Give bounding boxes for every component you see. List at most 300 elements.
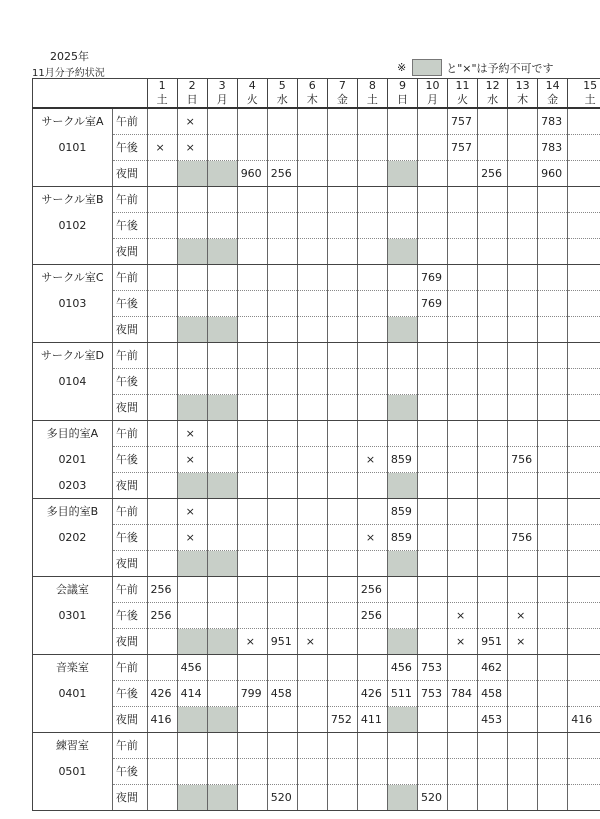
- slot-cell: [237, 135, 267, 161]
- slot-cell: [207, 161, 237, 187]
- day-number: 9: [387, 79, 417, 94]
- slot-cell: 416: [147, 707, 177, 733]
- slot-cell: [357, 551, 387, 577]
- slot-cell: [297, 369, 327, 395]
- slot-cell: [267, 213, 297, 239]
- day-number: 12: [478, 79, 508, 94]
- slot-cell: [568, 317, 600, 343]
- period-label: 午後: [112, 603, 147, 629]
- slot-cell: [387, 551, 417, 577]
- slot-cell: [267, 265, 297, 291]
- slot-cell: [387, 603, 417, 629]
- slot-cell: [297, 603, 327, 629]
- slot-cell: [207, 577, 237, 603]
- slot-cell: [478, 108, 508, 135]
- slot-cell: [207, 343, 237, 369]
- period-label: 午前: [112, 421, 147, 447]
- slot-cell: ×: [357, 525, 387, 551]
- slot-cell: [177, 291, 207, 317]
- weekday: 金: [538, 93, 568, 108]
- table-row: [33, 187, 600, 213]
- slot-cell: [568, 447, 600, 473]
- slot-cell: [508, 239, 538, 265]
- slot-cell: [237, 551, 267, 577]
- slot-cell: [357, 369, 387, 395]
- slot-cell: [538, 473, 568, 499]
- slot-cell: [417, 759, 447, 785]
- slot-cell: [478, 551, 508, 577]
- day-number: 11: [448, 79, 478, 94]
- slot-cell: [417, 525, 447, 551]
- slot-cell: ×: [237, 629, 267, 655]
- slot-cell: [177, 343, 207, 369]
- period-label: 夜間: [112, 317, 147, 343]
- slot-cell: [417, 239, 447, 265]
- slot-cell: ×: [448, 629, 478, 655]
- slot-cell: [568, 681, 600, 707]
- period-label: 午後: [112, 213, 147, 239]
- slot-cell: [237, 239, 267, 265]
- slot-cell: [478, 733, 508, 759]
- slot-cell: [387, 369, 417, 395]
- slot-cell: [297, 213, 327, 239]
- room-code: 0102: [58, 218, 87, 232]
- room-name: サークル室D: [40, 349, 104, 362]
- slot-cell: [387, 239, 417, 265]
- room-cell: [33, 317, 113, 343]
- day-number: 6: [297, 79, 327, 94]
- slot-cell: [448, 577, 478, 603]
- slot-cell: [297, 525, 327, 551]
- slot-cell: [448, 395, 478, 421]
- slot-cell: [568, 135, 600, 161]
- slot-cell: [538, 733, 568, 759]
- room-cell: [33, 577, 113, 603]
- slot-cell: [417, 447, 447, 473]
- slot-cell: [267, 135, 297, 161]
- slot-cell: [297, 421, 327, 447]
- slot-cell: [357, 135, 387, 161]
- slot-cell: ×: [297, 629, 327, 655]
- slot-cell: [508, 135, 538, 161]
- period-label: 夜間: [112, 239, 147, 265]
- room-name: 多目的室A: [46, 427, 99, 440]
- slot-cell: [297, 655, 327, 681]
- slot-cell: 752: [327, 707, 357, 733]
- slot-cell: [207, 395, 237, 421]
- slot-cell: [508, 187, 538, 213]
- slot-cell: ×: [177, 108, 207, 135]
- room-cell: [33, 135, 113, 161]
- weekday: 土: [147, 93, 177, 108]
- slot-cell: [387, 395, 417, 421]
- slot-cell: [147, 369, 177, 395]
- slot-cell: 756: [508, 525, 538, 551]
- slot-cell: [478, 473, 508, 499]
- slot-cell: [448, 291, 478, 317]
- slot-cell: [147, 291, 177, 317]
- slot-cell: [538, 369, 568, 395]
- slot-cell: [568, 577, 600, 603]
- slot-cell: [568, 551, 600, 577]
- period-label: 午前: [112, 108, 147, 135]
- slot-cell: 511: [387, 681, 417, 707]
- slot-cell: [417, 135, 447, 161]
- slot-cell: [207, 499, 237, 525]
- slot-cell: [568, 785, 600, 811]
- room-name: 練習室: [55, 739, 89, 752]
- slot-cell: [538, 343, 568, 369]
- table-row: [33, 785, 600, 811]
- slot-cell: 453: [478, 707, 508, 733]
- slot-cell: [448, 499, 478, 525]
- slot-cell: 799: [237, 681, 267, 707]
- slot-cell: 456: [177, 655, 207, 681]
- slot-cell: [357, 395, 387, 421]
- slot-cell: [177, 187, 207, 213]
- slot-cell: 769: [417, 265, 447, 291]
- slot-cell: 520: [267, 785, 297, 811]
- period-label: 午後: [112, 759, 147, 785]
- slot-cell: 256: [357, 577, 387, 603]
- slot-cell: [267, 525, 297, 551]
- slot-cell: [387, 759, 417, 785]
- slot-cell: [568, 473, 600, 499]
- slot-cell: [267, 707, 297, 733]
- slot-cell: [568, 213, 600, 239]
- slot-cell: [538, 265, 568, 291]
- slot-cell: [267, 291, 297, 317]
- slot-cell: [267, 551, 297, 577]
- slot-cell: [177, 239, 207, 265]
- slot-cell: [297, 759, 327, 785]
- period-label: 午前: [112, 265, 147, 291]
- slot-cell: [448, 343, 478, 369]
- slot-cell: [508, 681, 538, 707]
- slot-cell: [478, 135, 508, 161]
- slot-cell: [568, 525, 600, 551]
- slot-cell: [237, 187, 267, 213]
- slot-cell: [357, 759, 387, 785]
- slot-cell: [538, 551, 568, 577]
- room-cell: [33, 291, 113, 317]
- slot-cell: [237, 265, 267, 291]
- period-label: 午後: [112, 291, 147, 317]
- slot-cell: [267, 473, 297, 499]
- room-cell: [33, 447, 113, 473]
- slot-cell: [538, 759, 568, 785]
- slot-cell: [207, 707, 237, 733]
- slot-cell: [237, 421, 267, 447]
- slot-cell: [177, 161, 207, 187]
- room-code: 0202: [58, 530, 87, 544]
- slot-cell: 757: [448, 108, 478, 135]
- slot-cell: ×: [177, 421, 207, 447]
- slot-cell: [568, 108, 600, 135]
- slot-cell: [478, 317, 508, 343]
- slot-cell: [147, 395, 177, 421]
- slot-cell: ×: [177, 447, 207, 473]
- slot-cell: 256: [267, 161, 297, 187]
- header-year: 2025年: [50, 50, 89, 63]
- slot-cell: [478, 239, 508, 265]
- slot-cell: [147, 213, 177, 239]
- slot-cell: 256: [147, 603, 177, 629]
- slot-cell: [568, 239, 600, 265]
- slot-cell: [478, 369, 508, 395]
- slot-cell: [508, 473, 538, 499]
- slot-cell: [267, 343, 297, 369]
- slot-cell: [568, 369, 600, 395]
- slot-cell: ×: [177, 135, 207, 161]
- slot-cell: [387, 108, 417, 135]
- slot-cell: [327, 785, 357, 811]
- room-name: サークル室A: [41, 115, 104, 128]
- slot-cell: [478, 577, 508, 603]
- slot-cell: [508, 421, 538, 447]
- slot-cell: 456: [387, 655, 417, 681]
- day-number: 2: [177, 79, 207, 94]
- slot-cell: ×: [508, 603, 538, 629]
- slot-cell: [207, 239, 237, 265]
- slot-cell: [327, 239, 357, 265]
- slot-cell: [297, 187, 327, 213]
- slot-cell: [207, 213, 237, 239]
- room-cell: [33, 655, 113, 681]
- slot-cell: [267, 603, 297, 629]
- slot-cell: [267, 447, 297, 473]
- slot-cell: [538, 239, 568, 265]
- table-row: [33, 551, 600, 577]
- weekday: 火: [448, 93, 478, 108]
- slot-cell: [297, 265, 327, 291]
- slot-cell: [267, 733, 297, 759]
- slot-cell: [478, 759, 508, 785]
- table-row: [33, 603, 600, 629]
- slot-cell: [448, 551, 478, 577]
- weekday: 水: [267, 93, 297, 108]
- room-cell: [33, 603, 113, 629]
- slot-cell: [327, 343, 357, 369]
- slot-cell: [538, 785, 568, 811]
- period-label: 午前: [112, 577, 147, 603]
- slot-cell: [417, 343, 447, 369]
- slot-cell: [357, 421, 387, 447]
- slot-cell: [237, 291, 267, 317]
- slot-cell: [417, 551, 447, 577]
- slot-cell: [448, 733, 478, 759]
- room-cell: [33, 161, 113, 187]
- slot-cell: [387, 291, 417, 317]
- slot-cell: 757: [448, 135, 478, 161]
- reservation-table: [32, 78, 600, 811]
- slot-cell: [207, 551, 237, 577]
- slot-cell: [357, 291, 387, 317]
- legend-mark: ※: [397, 61, 407, 74]
- slot-cell: [177, 785, 207, 811]
- slot-cell: [327, 421, 357, 447]
- slot-cell: [357, 499, 387, 525]
- slot-cell: [478, 499, 508, 525]
- slot-cell: [508, 499, 538, 525]
- slot-cell: ×: [357, 447, 387, 473]
- slot-cell: [357, 161, 387, 187]
- slot-cell: [448, 785, 478, 811]
- slot-cell: [267, 239, 297, 265]
- slot-cell: 951: [478, 629, 508, 655]
- weekday: 日: [387, 93, 417, 108]
- slot-cell: [417, 187, 447, 213]
- slot-cell: [237, 447, 267, 473]
- slot-cell: [387, 629, 417, 655]
- slot-cell: [508, 551, 538, 577]
- slot-cell: [177, 369, 207, 395]
- room-cell: [33, 473, 113, 499]
- period-label: 午後: [112, 369, 147, 395]
- slot-cell: [267, 187, 297, 213]
- slot-cell: [538, 317, 568, 343]
- slot-cell: 256: [478, 161, 508, 187]
- slot-cell: [508, 733, 538, 759]
- slot-cell: [568, 733, 600, 759]
- slot-cell: [207, 785, 237, 811]
- slot-cell: [297, 317, 327, 343]
- room-cell: [33, 785, 113, 811]
- period-label: 午後: [112, 525, 147, 551]
- slot-cell: [327, 733, 357, 759]
- slot-cell: [508, 707, 538, 733]
- room-code: 0301: [58, 608, 87, 622]
- slot-cell: [297, 343, 327, 369]
- slot-cell: [207, 525, 237, 551]
- slot-cell: [297, 395, 327, 421]
- slot-cell: [387, 785, 417, 811]
- slot-cell: [568, 187, 600, 213]
- room-cell: [33, 343, 113, 369]
- table-row: [33, 707, 600, 733]
- room-code: 0501: [58, 764, 87, 778]
- slot-cell: [448, 239, 478, 265]
- slot-cell: ×: [177, 525, 207, 551]
- slot-cell: [207, 655, 237, 681]
- room-cell: [33, 733, 113, 759]
- slot-cell: [267, 655, 297, 681]
- slot-cell: [297, 577, 327, 603]
- slot-cell: [508, 369, 538, 395]
- slot-cell: [237, 369, 267, 395]
- slot-cell: [147, 655, 177, 681]
- slot-cell: [147, 343, 177, 369]
- table-row: [33, 655, 600, 681]
- slot-cell: [508, 161, 538, 187]
- table-row: [33, 759, 600, 785]
- slot-cell: ×: [177, 499, 207, 525]
- slot-cell: [177, 265, 207, 291]
- slot-cell: [357, 265, 387, 291]
- slot-cell: [538, 213, 568, 239]
- slot-cell: [327, 551, 357, 577]
- slot-cell: [327, 681, 357, 707]
- slot-cell: [357, 733, 387, 759]
- slot-cell: [237, 343, 267, 369]
- slot-cell: [538, 525, 568, 551]
- slot-cell: 960: [538, 161, 568, 187]
- slot-cell: [387, 187, 417, 213]
- slot-cell: [387, 317, 417, 343]
- room-cell: [33, 707, 113, 733]
- slot-cell: ×: [448, 603, 478, 629]
- slot-cell: 753: [417, 655, 447, 681]
- slot-cell: [147, 759, 177, 785]
- room-code: 0103: [58, 296, 87, 310]
- table-row: [33, 525, 600, 551]
- slot-cell: 414: [177, 681, 207, 707]
- slot-cell: [357, 655, 387, 681]
- slot-cell: [207, 759, 237, 785]
- header-title: 11月分予約状況: [32, 68, 105, 79]
- slot-cell: [357, 239, 387, 265]
- slot-cell: [267, 369, 297, 395]
- slot-cell: [417, 421, 447, 447]
- period-label: 午後: [112, 447, 147, 473]
- slot-cell: [538, 447, 568, 473]
- slot-cell: [568, 629, 600, 655]
- room-cell: [33, 629, 113, 655]
- slot-cell: 256: [147, 577, 177, 603]
- slot-cell: [207, 629, 237, 655]
- day-number: 13: [508, 79, 538, 94]
- weekday: 土: [568, 93, 600, 108]
- slot-cell: [147, 447, 177, 473]
- slot-cell: [207, 369, 237, 395]
- table-row: [33, 681, 600, 707]
- slot-cell: [297, 551, 327, 577]
- slot-cell: [327, 759, 357, 785]
- slot-cell: [237, 785, 267, 811]
- slot-cell: [538, 629, 568, 655]
- slot-cell: [448, 655, 478, 681]
- day-number: 14: [538, 79, 568, 94]
- slot-cell: [147, 733, 177, 759]
- slot-cell: [357, 187, 387, 213]
- slot-cell: [448, 369, 478, 395]
- slot-cell: [387, 733, 417, 759]
- slot-cell: [538, 499, 568, 525]
- slot-cell: [417, 369, 447, 395]
- slot-cell: [357, 785, 387, 811]
- table-row: [33, 135, 600, 161]
- slot-cell: [478, 343, 508, 369]
- slot-cell: [417, 473, 447, 499]
- slot-cell: [357, 213, 387, 239]
- weekday: 月: [207, 93, 237, 108]
- table-row: [33, 317, 600, 343]
- slot-cell: [267, 108, 297, 135]
- slot-cell: [478, 421, 508, 447]
- room-cell: [33, 499, 113, 525]
- slot-cell: [207, 733, 237, 759]
- slot-cell: [177, 733, 207, 759]
- weekday: 木: [297, 93, 327, 108]
- slot-cell: [327, 291, 357, 317]
- slot-cell: [207, 135, 237, 161]
- slot-cell: [297, 785, 327, 811]
- slot-cell: [508, 785, 538, 811]
- weekday: 月: [417, 93, 447, 108]
- period-label: 夜間: [112, 395, 147, 421]
- room-name: 会議室: [55, 583, 89, 596]
- period-label: 午前: [112, 499, 147, 525]
